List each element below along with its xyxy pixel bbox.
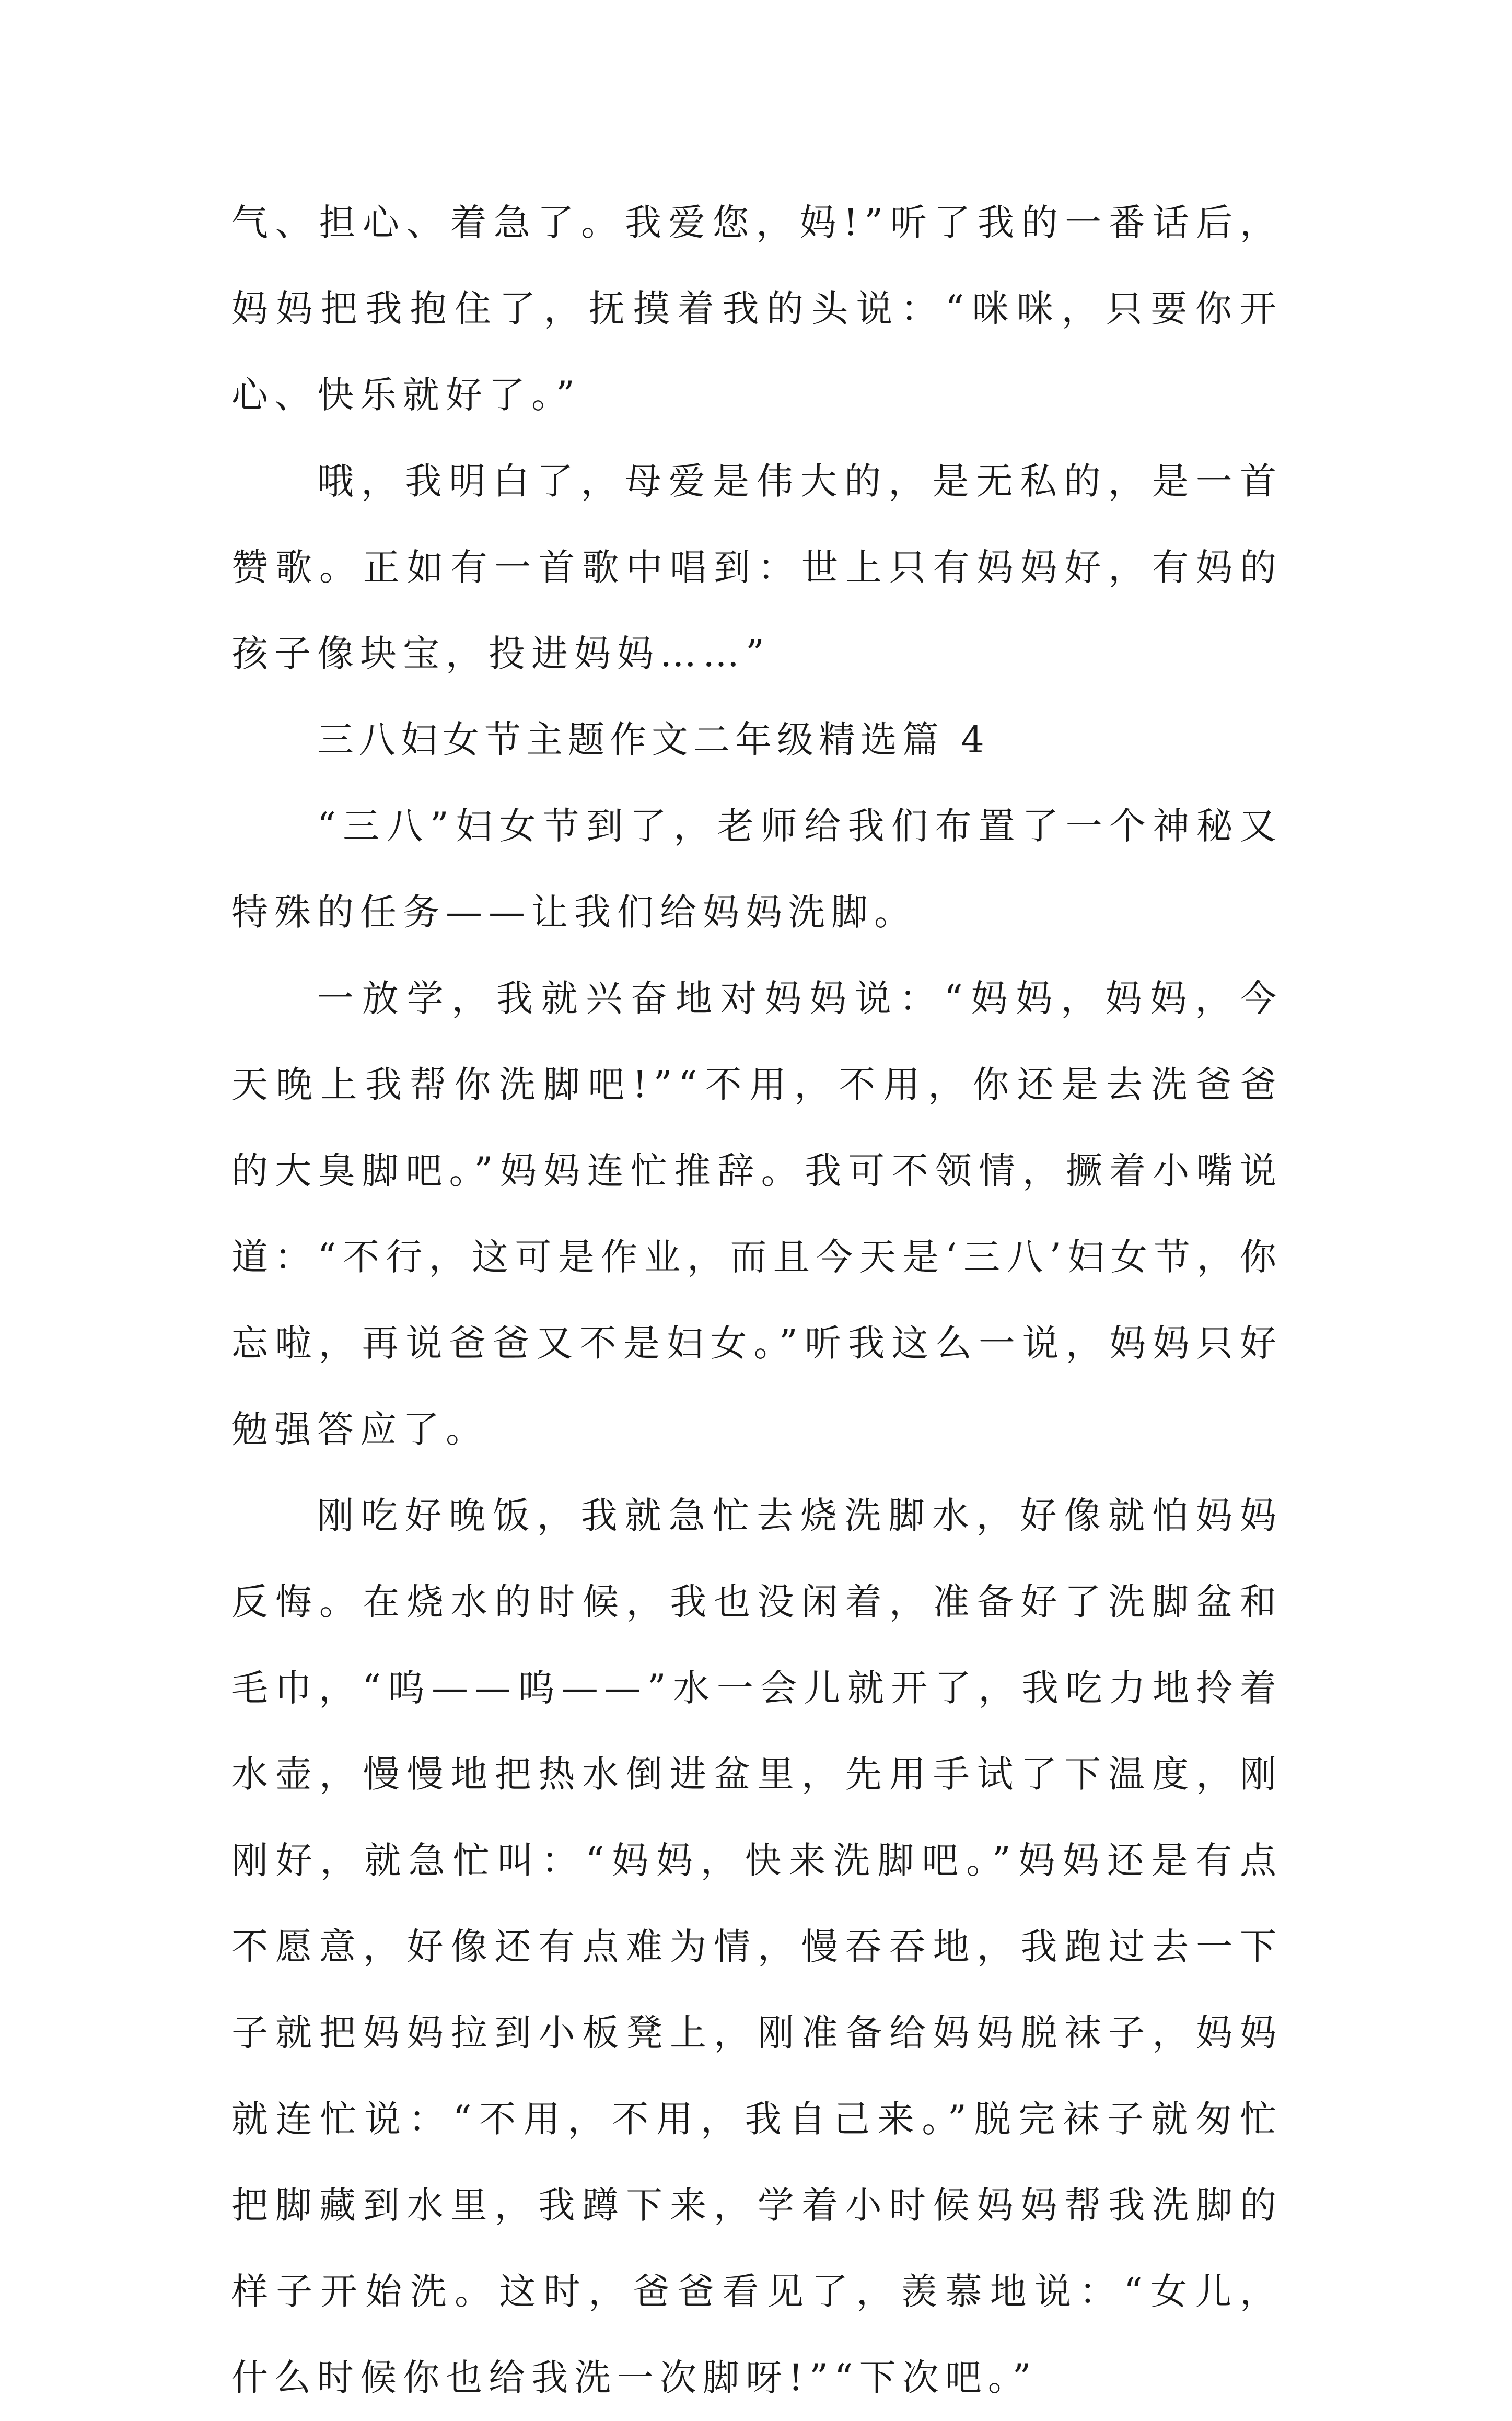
paragraph: 一放学，我就兴奋地对妈妈说：“妈妈，妈妈，今天晚上我帮你洗脚吧!”“不用，不用，你还是去洗爸爸的大臭脚吧。”妈妈连忙推辞。我可不领情，撅着小嘴说道：“不行，这可是作业，而且今天是‘三八’妇女节，你忘啦，再说爸爸又不是妇女。”听我这么一说，妈妈只好勉强答应了。 bbox=[231, 977, 1283, 1451]
paragraph: 刚吃好晚饭，我就急忙去烧洗脚水，好像就怕妈妈反悔。在烧水的时候，我也没闲着，准备好了洗脚盆和毛巾，“呜——呜——”水一会儿就开了，我吃力地拎着水壶，慢慢地把热水倒进盆里，先用手试了下温度，刚刚好，就急忙叫：“妈妈，快来洗脚吧。”妈妈还是有点不愿意，好像还有点难为情，慢吞吞地，我跑过去一下子就把妈妈拉到小板凳上，刚准备给妈妈脱袜子，妈妈就连忙说：“不用，不用，我自己来。”脱完袜子就匆忙把脚藏到水里，我蹲下来，学着小时候妈妈帮我洗脚的样子开始洗。这时，爸爸看见了，羡慕地说：“女儿，什么时候你也给我洗一次脚呀!”“下次吧。” bbox=[231, 1494, 1283, 2399]
document-body bbox=[231, 180, 1283, 2421]
section-heading: 三八妇女节主题作文二年级精选篇 4 bbox=[317, 718, 990, 761]
paragraph: 哦，我明白了，母爱是伟大的，是无私的，是一首赞歌。正如有一首歌中唱到：世上只有妈妈好，有妈的孩子像块宝，投进妈妈……” bbox=[231, 460, 1283, 675]
paragraph: “三八”妇女节到了，老师给我们布置了一个神秘又特殊的任务——让我们给妈妈洗脚。 bbox=[231, 805, 1283, 934]
paragraph-continuation: 气、担心、着急了。我爱您，妈!”听了我的一番话后，妈妈把我抱住了，抚摸着我的头说：“咪咪，只要你开心、快乐就好了。” bbox=[231, 201, 1283, 416]
